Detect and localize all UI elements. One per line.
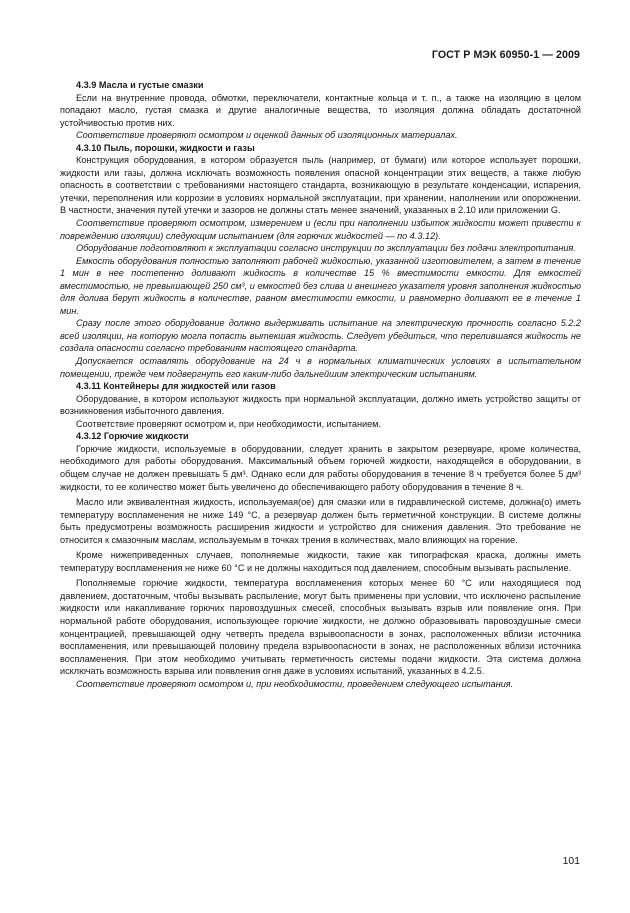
paragraph: Если на внутренние провода, обмотки, переключатели, контактные кольца и т. п., а также на изоляцию в целом попадают масло, густая смазка и другие аналогичные вещества, то изоляция должна обладать достаточной устойчивостью против них. xyxy=(60,92,581,128)
paragraph: Горючие жидкости, используемые в оборудовании, следует хранить в закрытом резервуаре, кроме количества, необходимого для работы оборудования. Максимальный объем горючей жидкости, находящейся в оборудовании, в общем случае не должен превышать 5 дм³. Однако если для работы оборудования в течение 8 ч требуется более 5 дм³ жидкости, то ее количество может быть увеличено до обеспечивающего работу оборудования в течение 8 ч. xyxy=(60,443,581,492)
paragraph: Оборудование, в котором используют жидкость при нормальной эксплуатации, должно иметь устройство защиты от возникновения избыточного давления. xyxy=(60,393,581,417)
document-header: ГОСТ Р МЭК 60950-1 — 2009 xyxy=(431,49,580,61)
section-heading-4-3-9: 4.3.9 Масла и густые смазки xyxy=(76,80,204,90)
paragraph: Масло или эквивалентная жидкость, используемая(ое) для смазки или в гидравлической системе, должна(о) иметь температуру воспламенения не ниже 149 °С, а резервуар должен быть герметичной конструкции. В системе должны быть предусмотрены возможность расширения жидкости и устройство для снижения давления. Это требование не относится к смазочным маслам, используемым в точках трения в количествах, мало влияющих на горение. xyxy=(60,497,581,545)
test-procedure: Допускается оставлять оборудование на 24 ч в нормальных климатических условиях в испытательном помещении, прежде чем подвергнуть его каким-либо дальнейшим электрическим испытаниям. xyxy=(60,356,581,379)
compliance-note: Соответствие проверяют осмотром и оценкой данных об изоляционных материалах. xyxy=(76,130,458,141)
paragraph: Соответствие проверяют осмотром и, при необходимости, испытанием. xyxy=(76,418,381,429)
paragraph: Пополняемые горючие жидкости, температура воспламенения которых менее 60 °С или находящиеся под давлением, достаточным, чтобы вызывать распыление, могут быть применены при условии, что исключено распыление жидкости или накапливание горючих паровоздушных смесей, способных вызывать взрыв или появление огня. При нормальной работе оборудования, использующее горючие жидкости, не должно образовывать паровоздушные смеси концентрацией, превышающей одну четверть предела взрывоопасности в зонах, расположенных вблизи источника воспламенения, или превышающей половину предела взрывоопасности в зонах, не расположенных вблизи источника воспламенения. При этом необходимо учитывать герметичность системы подачи жидкости. Эта система должна исключать возможность взрыва или появления огня даже в условиях испытаний, указанных в 4.2.5. xyxy=(60,578,581,677)
paragraph: Кроме нижеприведенных случаев, пополняемые жидкости, такие как типографская краска, должны иметь температуру воспламенения не ниже 60 °С и не должны находиться под давлением, способным вызывать распыление. xyxy=(60,550,581,573)
test-procedure: Сразу после этого оборудование должно выдерживать испытание на электрическую прочность согласно 5.2.2 всей изоляции, на которую могла попасть вытекшая жидкость. Следует убедиться, что перелившаяся жидкость не создала опасности согласно требованиям настоящего стандарта. xyxy=(60,318,581,354)
test-procedure: Оборудование подготовляют к эксплуатации согласно инструкции по эксплуатации без подачи электропитания. xyxy=(76,243,576,254)
section-heading-4-3-11: 4.3.11 Контейнеры для жидкостей или газов xyxy=(76,381,276,392)
compliance-note: Соответствие проверяют осмотром и, при необходимости, проведением следующего испытания. xyxy=(76,678,514,689)
test-procedure: Емкость оборудования полностью заполняют рабочей жидкостью, указанной изготовителем, а затем в течение 1 мин в нее постепенно доливают жидкость в количестве 15 % вместимости емкости. Для емкостей вместимостью, не превышающей 250 см³, и емкостей без слива и внешнего указателя уровня заполнения жидкостью для долива берут жидкость в количестве, равном вместимости емкости, и равномерно доливают ее в течение 1 мин. xyxy=(60,255,581,316)
compliance-note: Соответствие проверяют осмотром, измерением и (если при наполнении избыток жидкости может привести к повреждению изоляции) следующим испытанием (для горючих жидкостей — по 4.3.12). xyxy=(60,218,581,241)
section-heading-4-3-10: 4.3.10 Пыль, порошки, жидкости и газы xyxy=(76,142,255,153)
section-heading-4-3-12: 4.3.12 Горючие жидкости xyxy=(76,431,189,442)
paragraph: Конструкция оборудования, в котором образуется пыль (например, от бумаги) или которое использует порошки, жидкости или газы, должна исключать возможность появления опасной концентрации этих веществ, а также любую опасность в соответствии с требованиями настоящего стандарта, возникающую в результате конденсации, испарения, утечки, переполнения или коррозии в условиях нормальной эксплуатации, при хранении, наполнении или опорожнении. В частности, значения путей утечки и зазоров не должны стать менее значений, указанных в 2.10 или приложении G. xyxy=(60,155,581,216)
document-body xyxy=(60,79,581,690)
page-number: 101 xyxy=(562,856,580,867)
